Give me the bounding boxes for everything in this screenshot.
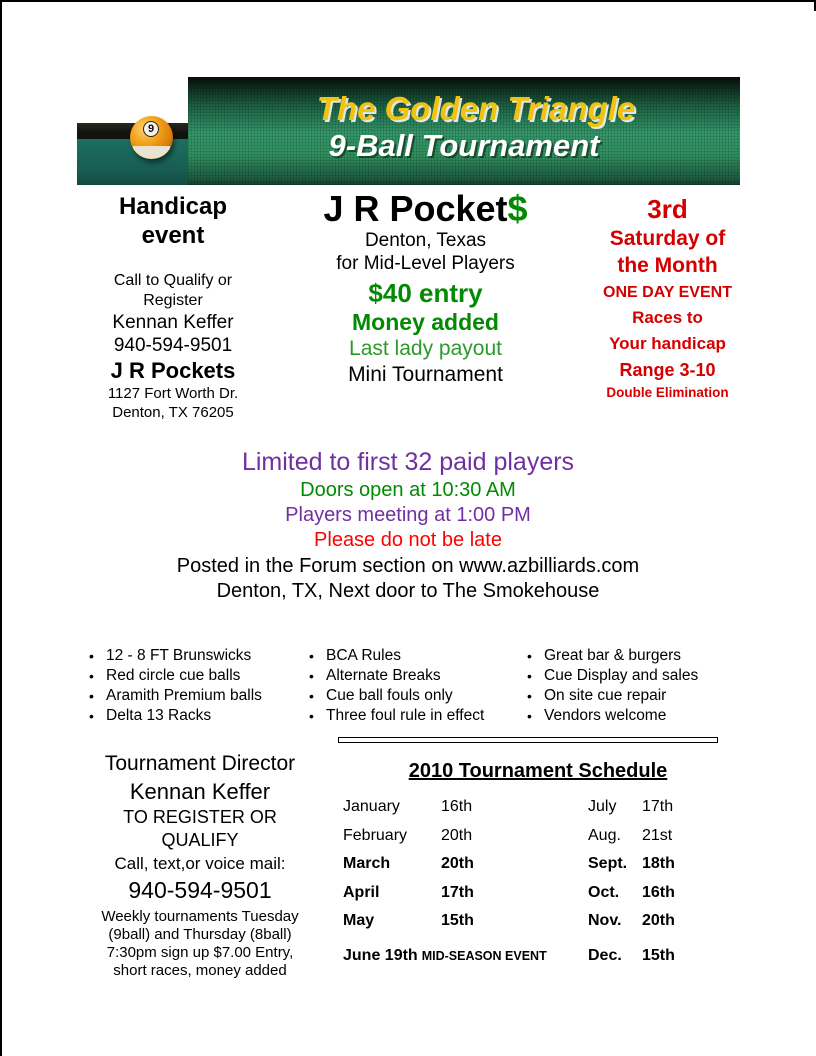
mid-season-event-label: MID-SEASON EVENT [421,948,547,963]
forum-posted-line: Posted in the Forum section on www.azbilliards.com [176,555,640,577]
venue-title-dollar: $ [507,188,528,229]
event-line-races: Races to [632,308,703,327]
features-column-2 [305,646,527,726]
schedule-month: Nov. [588,912,622,930]
feature-item: • Great bar & burgers [523,646,745,666]
director-block [56,750,344,980]
schedule-date: 20th [441,855,474,873]
nine-ball-number: 9 [143,121,159,137]
schedule-row [343,912,588,941]
schedule-date: 15th [441,912,474,930]
handicap-heading-line2: event [141,222,205,249]
schedule-row [588,855,738,884]
page-border-top [0,0,816,2]
schedule-date: 16th [642,883,675,901]
contact-name: Kennan Keffer [112,312,234,333]
schedule-row [343,798,588,827]
entry-fee: $40 entry [368,278,483,308]
schedule-date: 20th [441,826,473,844]
feature-item: • On site cue repair [523,686,745,706]
venue-name: J R Pockets [110,358,236,383]
event-line-saturday: Saturday of [609,227,726,250]
mini-tournament: Mini Tournament [348,363,503,386]
schedule-row [343,855,588,884]
feature-item: • Alternate Breaks [305,666,527,686]
feature-item: • BCA Rules [305,646,527,666]
event-line-double-elim: Double Elimination [606,385,729,400]
director-name: Kennan Keffer [129,779,271,804]
features-column-3 [523,646,745,726]
schedule-month: April [343,883,380,901]
schedule-row [588,912,738,941]
event-line-handicap: Your handicap [609,334,726,353]
event-line-month: the Month [617,254,718,277]
event-line-range: Range 3-10 [619,360,716,380]
schedule-row [588,884,738,913]
schedule-month: July [588,798,617,815]
feature-item: • Cue ball fouls only [305,686,527,706]
weekly-line3: 7:30pm sign up $7.00 Entry, [106,944,294,961]
schedule-month: March [343,855,391,873]
venue-title [278,188,573,229]
director-title: Tournament Director [104,752,296,775]
money-added: Money added [352,309,499,335]
june-date: June 19th [343,946,418,964]
announcements [0,447,816,604]
last-lady-payout: Last lady payout [349,337,502,360]
weekly-line4: short races, money added [113,962,287,979]
banner-title: The Golden Triangle [316,90,636,127]
schedule-row [343,884,588,913]
event-details-block [585,193,750,402]
schedule-row [343,827,588,856]
weekly-line1: Weekly tournaments Tuesday [101,908,299,925]
feature-item: • Three foul rule in effect [305,706,527,726]
schedule-divider-bar [338,737,718,743]
schedule-date: 20th [642,912,675,930]
venue-title-text: J R Pocket [323,188,508,229]
players-meeting-line: Players meeting at 1:00 PM [285,504,531,526]
venue-address-line2: Denton, TX 76205 [112,404,234,421]
schedule-row [588,947,738,965]
handicap-block [77,192,269,422]
schedule-row [588,827,738,856]
limited-players-line: Limited to first 32 paid players [241,448,575,476]
player-level: for Mid-Level Players [336,253,515,274]
call-to-qualify-line1: Call to Qualify or [113,272,233,289]
feature-item: • 12 - 8 FT Brunswicks [85,646,307,666]
do-not-be-late-line: Please do not be late [314,529,502,551]
schedule-month: Sept. [588,855,628,873]
doors-open-line: Doors open at 10:30 AM [300,479,516,501]
feature-item: • Vendors welcome [523,706,745,726]
venue-address-line1: 1127 Fort Worth Dr. [107,385,239,402]
weekly-line2: (9ball) and Thursday (8ball) [108,926,292,943]
register-line1: TO REGISTER OR [123,807,277,827]
schedule-month: January [343,798,400,815]
title-banner [188,77,740,185]
register-line2: QUALIFY [161,830,239,850]
schedule-month: Aug. [588,826,621,844]
location-line: Denton, TX, Next door to The Smokehouse [216,580,600,602]
schedule-row [588,798,738,827]
feature-item: • Delta 13 Racks [85,706,307,726]
director-phone: 940-594-9501 [128,877,272,903]
schedule-month: May [343,912,375,930]
feature-item: • Red circle cue balls [85,666,307,686]
schedule-date: 21st [642,826,673,844]
call-to-qualify-line2: Register [143,292,203,309]
schedule-month: Oct. [588,883,620,901]
feature-item: • Aramith Premium balls [85,686,307,706]
schedule-right-column [588,798,738,965]
nine-ball [130,116,173,159]
nine-ball-photo [77,77,188,185]
schedule-title: 2010 Tournament Schedule [408,760,668,782]
contact-phone: 940-594-9501 [113,335,233,356]
handicap-heading-line1: Handicap [118,193,228,220]
schedule-row-june [343,947,588,965]
schedule-month: February [343,826,408,844]
feature-item: • Cue Display and sales [523,666,745,686]
main-block [278,188,573,388]
schedule-date: 17th [441,883,474,901]
event-line-one-day: ONE DAY EVENT [603,284,732,301]
features-column-1 [85,646,307,726]
banner-subtitle: 9-Ball Tournament [328,128,600,163]
venue-city: Denton, Texas [364,230,487,251]
event-line-3rd: 3rd [647,194,688,224]
schedule-date: 16th [441,798,473,815]
schedule-left-column [343,798,588,965]
schedule-date: 17th [642,798,674,815]
schedule-month: Dec. [588,946,622,964]
header [77,77,740,185]
schedule-date: 18th [642,855,675,873]
contact-methods-line: Call, text,or voice mail: [114,854,286,873]
schedule-date: 15th [642,946,675,964]
